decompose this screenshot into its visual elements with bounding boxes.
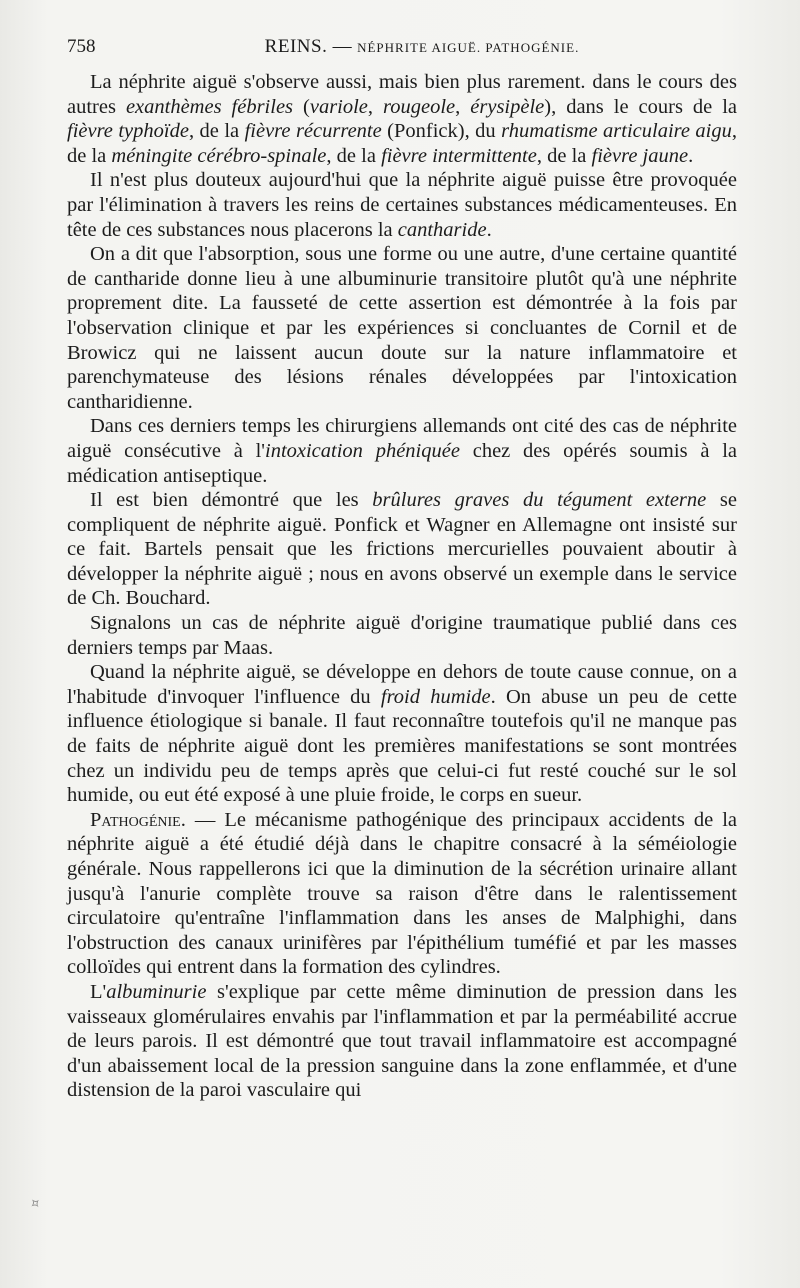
paragraph [67, 660, 737, 808]
text-run: se compliquent de néphrite aiguë. Ponfick et Wagner en Allemagne ont insisté sur ce fait. Bartels pensait que les frictions mercurielles pouvaient aboutir à développer la néphrite aiguë ; nous en avons observé un exemple dans le service de Ch. Bouchard. [67, 489, 737, 610]
text-run: ( [293, 95, 310, 118]
text-run: Il est bien démontré que les [90, 489, 373, 512]
page-number: 758 [67, 36, 96, 57]
italic-text: froid humide [380, 685, 491, 708]
page-header [67, 36, 737, 64]
body-text [67, 70, 737, 1103]
italic-text: variole [309, 95, 368, 118]
italic-text: intoxication phéniquée [265, 439, 460, 462]
italic-text: fièvre jaune [591, 144, 689, 167]
running-head-sub: NÉPHRITE AIGUË. PATHOGÉNIE. [357, 40, 580, 55]
text-run: , de la [536, 144, 592, 167]
italic-text: méningite cérébro-spinale [111, 144, 327, 167]
paragraph [67, 611, 737, 660]
paragraph [67, 70, 737, 168]
paragraph [67, 808, 737, 980]
paragraph [67, 242, 737, 414]
text-run: L' [90, 980, 107, 1003]
text-run: (Ponfick), du [381, 120, 502, 143]
text-run: La néphrite aiguë s'observe aussi, mais bien plus rarement. dans le cours des autres [67, 71, 737, 118]
italic-text: cantharide [397, 218, 487, 241]
italic-text: fièvre typhoïde [67, 120, 189, 143]
italic-text: exanthèmes fébriles [125, 95, 294, 118]
italic-text: albuminurie [106, 980, 207, 1003]
text-run: , de la [67, 120, 737, 167]
ink-mark: ✧ [26, 1194, 46, 1214]
text-run: Quand la néphrite aiguë, se développe en dehors de toute cause connue, on a l'habitude d'invoquer l'influence du [67, 661, 737, 708]
text-run: Il n'est plus douteux aujourd'hui que la néphrite aiguë puisse être provoquée par l'élimination à travers les reins de certaines substances médicamenteuses. En tête de ces substances nous placerons la [67, 169, 737, 241]
italic-text: rougeole [383, 95, 456, 118]
text-run: ), dans le cours de la [544, 95, 738, 118]
text-run: , [367, 95, 384, 118]
text-run: On a dit que l'absorption, sous une forme ou une autre, d'une certaine quantité de cantharide donne lieu à une albuminurie transitoire plutôt qu'à une néphrite proprement dite. La fausseté de cette assertion est démontrée à la fois par l'observation clinique et par les expériences si concluantes de Cornil et de Browicz qui ne laissent aucun doute sur la nature inflammatoire et parenchymateuse des lésions rénales développées par l'intoxication cantharidienne. [67, 243, 737, 413]
text-run: Signalons un cas de néphrite aiguë d'origine traumatique publié dans ces derniers temps par Maas. [67, 612, 737, 659]
paragraph [67, 980, 737, 1103]
italic-text: brûlures graves du tégument externe [372, 489, 707, 512]
paragraph [67, 168, 737, 242]
text-run: Dans ces derniers temps les chirurgiens allemands ont cité des cas de néphrite aiguë consécutive à l' [67, 415, 737, 462]
text-run: . — Le mécanisme pathogénique des principaux accidents de la néphrite aiguë a été étudié déjà dans le chapitre consacré à la séméiologie générale. Nous rappellerons ici que la diminution de la sécrétion urinaire allant jusqu'à l'anurie complète trouve sa raison d'être dans le ralentissement circulatoire qu'entraîne l'inflammation dans les anses de Malphighi, dans l'obstruction des canaux urinifères par l'épithélium tuméfié et par les masses colloïdes qui entrent dans la formation des cylindres. [67, 808, 737, 979]
italic-text: fièvre intermittente [381, 144, 537, 167]
paragraph [67, 414, 737, 488]
text-run: s'explique par cette même diminution de pression dans les vaisseaux glomérulaires envahis par l'inflammation et par la perméabilité accrue de leurs parois. Il est démontré que tout travail inflammatoire est accompagné d'un abaissement local de la pression sanguine dans la zone enflammée, et d'une distension de la paroi vasculaire qui [67, 980, 737, 1102]
italic-text: rhumatisme articulaire aigu [501, 120, 732, 143]
running-head [67, 36, 737, 58]
text-run: . [688, 144, 694, 167]
text-run: . [486, 218, 492, 241]
running-head-main: REINS. — [264, 36, 353, 57]
text-run: , de la [326, 144, 382, 167]
italic-text: érysipèle [470, 95, 545, 118]
text-run: . On abuse un peu de cette influence étiologique si banale. Il faut reconnaître toutefois qu'il ne manque pas de faits de néphrite aiguë dont les premières manifestations se sont montrées chez un individu peu de temps après que celui-ci fut resté couché sur le sol humide, ou eut été exposé à une pluie froide, le corps en sueur. [67, 685, 737, 807]
section-heading: Pathogénie [90, 808, 181, 831]
text-run: , de la [188, 120, 245, 143]
text-run: , [455, 95, 471, 118]
text-run: chez des opérés soumis à la médication antiseptique. [67, 439, 737, 487]
paragraph [67, 488, 737, 611]
italic-text: fièvre récurrente [244, 120, 382, 143]
